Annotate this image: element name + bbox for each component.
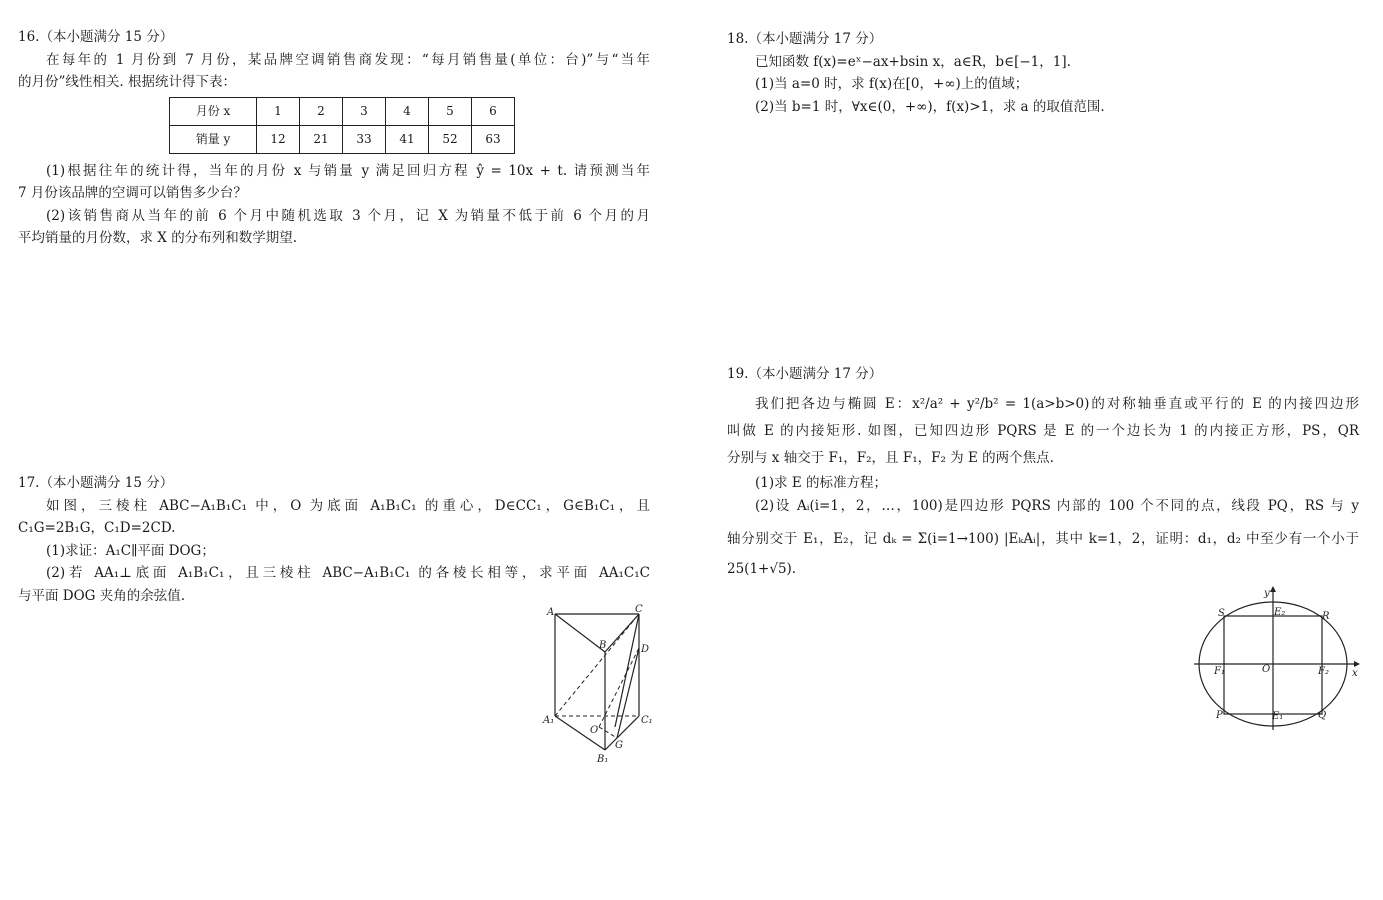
q18-intro: 已知函数 f(x)=eˣ−ax+bsin x，a∈R，b∈[−1，1]. bbox=[755, 53, 1071, 70]
q19-intro-line2: 叫做 E 的内接矩形. 如图，已知四边形 PQRS 是 E 的一个边长为 1 的内接正方形，PS，QR bbox=[727, 423, 1359, 439]
question-18 bbox=[727, 28, 1359, 118]
label-x: x bbox=[1352, 668, 1358, 679]
segment-DG bbox=[617, 648, 639, 738]
label-O: O bbox=[590, 725, 599, 736]
label-Q: Q bbox=[1318, 710, 1327, 721]
table-cell: 4 bbox=[386, 97, 429, 125]
ellipse-figure bbox=[1188, 586, 1363, 734]
question-17 bbox=[18, 472, 650, 607]
table-cell: 6 bbox=[472, 97, 515, 125]
q19-title: 19.（本小题满分 17 分） bbox=[727, 366, 883, 382]
label-y: y bbox=[1264, 588, 1270, 599]
segment-C-O bbox=[615, 614, 639, 727]
table-cell: 52 bbox=[429, 125, 472, 153]
table-cell: 5 bbox=[429, 97, 472, 125]
label-O: O bbox=[1262, 664, 1271, 675]
table-cell: 12 bbox=[257, 125, 300, 153]
q16-title: 16.（本小题满分 15 分） bbox=[18, 29, 174, 45]
q18-title: 18.（本小题满分 17 分） bbox=[727, 31, 883, 47]
table-cell: 1 bbox=[257, 97, 300, 125]
q19-intro-line3: 分别与 x 轴交于 F₁，F₂，且 F₁，F₂ 为 E 的两个焦点. bbox=[727, 450, 1054, 466]
table-row bbox=[170, 97, 515, 125]
sales-table bbox=[169, 97, 515, 154]
q19-part2-line1: (2)设 Aᵢ(i=1，2，…，100)是四边形 PQRS 内部的 100 个不同的点，线段 PQ，RS 与 y bbox=[755, 498, 1359, 514]
q16-part1-line1: (1)根据往年的统计得，当年的月份 x 与销量 y 满足回归方程 ŷ = 10x + t. 请预测当年 bbox=[46, 162, 650, 179]
table-cell: 3 bbox=[343, 97, 386, 125]
label-D: D bbox=[641, 644, 650, 655]
table-row bbox=[170, 125, 515, 153]
label-A: A bbox=[547, 607, 555, 618]
q16-intro-line2: 的月份”线性相关. 根据统计得下表： bbox=[18, 74, 236, 90]
table-cell: 41 bbox=[386, 125, 429, 153]
q18-part2: (2)当 b=1 时，∀x∈(0，+∞)，f(x)>1，求 a 的取值范围. bbox=[755, 98, 1105, 115]
q17-part2-line2: 与平面 DOG 夹角的余弦值. bbox=[18, 587, 186, 604]
question-19 bbox=[727, 363, 1359, 583]
q16-part2-line1: (2)该销售商从当年的前 6 个月中随机选取 3 个月，记 X 为销量不低于前 6 个月的月 bbox=[46, 207, 650, 224]
label-C: C bbox=[635, 604, 643, 615]
table-cell: 63 bbox=[472, 125, 515, 153]
label-E1: E₁ bbox=[1272, 711, 1284, 722]
table-header-sales: 销量 y bbox=[170, 125, 257, 153]
label-C1: C₁ bbox=[641, 715, 653, 726]
segment-OG-hidden bbox=[599, 727, 617, 738]
q17-part1: (1)求证：A₁C∥平面 DOG； bbox=[46, 542, 215, 559]
table-cell: 21 bbox=[300, 125, 343, 153]
label-F2: F₂ bbox=[1318, 666, 1329, 677]
q17-part2-line1: (2)若 AA₁⊥底面 A₁B₁C₁，且三棱柱 ABC−A₁B₁C₁ 的各棱长相等，求平面 AA₁C₁C bbox=[46, 565, 650, 581]
label-F1: F₁ bbox=[1214, 666, 1225, 677]
y-axis-arrow-icon bbox=[1270, 586, 1276, 592]
q17-title: 17.（本小题满分 15 分） bbox=[18, 475, 174, 491]
q16-part1-line2: 7 月份该品牌的空调可以销售多少台？ bbox=[18, 185, 247, 201]
label-R: R bbox=[1322, 611, 1330, 622]
label-B: B bbox=[599, 640, 607, 651]
table-header-month: 月份 x bbox=[170, 97, 257, 125]
question-16 bbox=[18, 26, 650, 250]
q19-part1: (1)求 E 的标准方程； bbox=[755, 475, 888, 491]
q19-part2-line3: 25(1+√5). bbox=[727, 561, 797, 577]
label-B1: B₁ bbox=[597, 754, 609, 765]
q17-intro-line1: 如图，三棱柱 ABC−A₁B₁C₁ 中，O 为底面 A₁B₁C₁ 的重心，D∈CC₁，G∈B₁C₁，且 bbox=[46, 497, 650, 514]
q16-part2-line2: 平均销量的月份数，求 X 的分布列和数学期望. bbox=[18, 230, 297, 246]
q19-part2-line2: 轴分别交于 E₁，E₂，记 dₖ = Σ(i=1→100) |EₖAᵢ|，其中 k=1，2，证明：d₁，d₂ 中至少有一个小于 bbox=[727, 531, 1359, 547]
label-S: S bbox=[1218, 608, 1225, 619]
edge-AB bbox=[555, 614, 605, 652]
q19-intro-line1: 我们把各边与椭圆 E：x²/a² + y²/b² = 1(a>b>0)的对称轴垂直或平行的 E 的内接四边形 bbox=[755, 396, 1359, 412]
table-cell: 33 bbox=[343, 125, 386, 153]
label-G: G bbox=[615, 740, 623, 751]
q17-intro-line2: C₁G=2B₁G，C₁D=2CD. bbox=[18, 520, 176, 536]
prism-figure bbox=[535, 602, 665, 767]
label-P: P bbox=[1216, 710, 1223, 721]
q18-part1: (1)当 a=0 时，求 f(x)在[0，+∞)上的值域； bbox=[755, 76, 1029, 92]
label-E2: E₂ bbox=[1274, 607, 1286, 618]
q16-intro-line1: 在每年的 1 月份到 7 月份，某品牌空调销售商发现：“每月销售量(单位：台)”与“当年 bbox=[46, 51, 650, 68]
edge-BC bbox=[605, 614, 639, 652]
label-A1: A₁ bbox=[543, 715, 555, 726]
x-axis-arrow-icon bbox=[1354, 661, 1360, 667]
table-cell: 2 bbox=[300, 97, 343, 125]
